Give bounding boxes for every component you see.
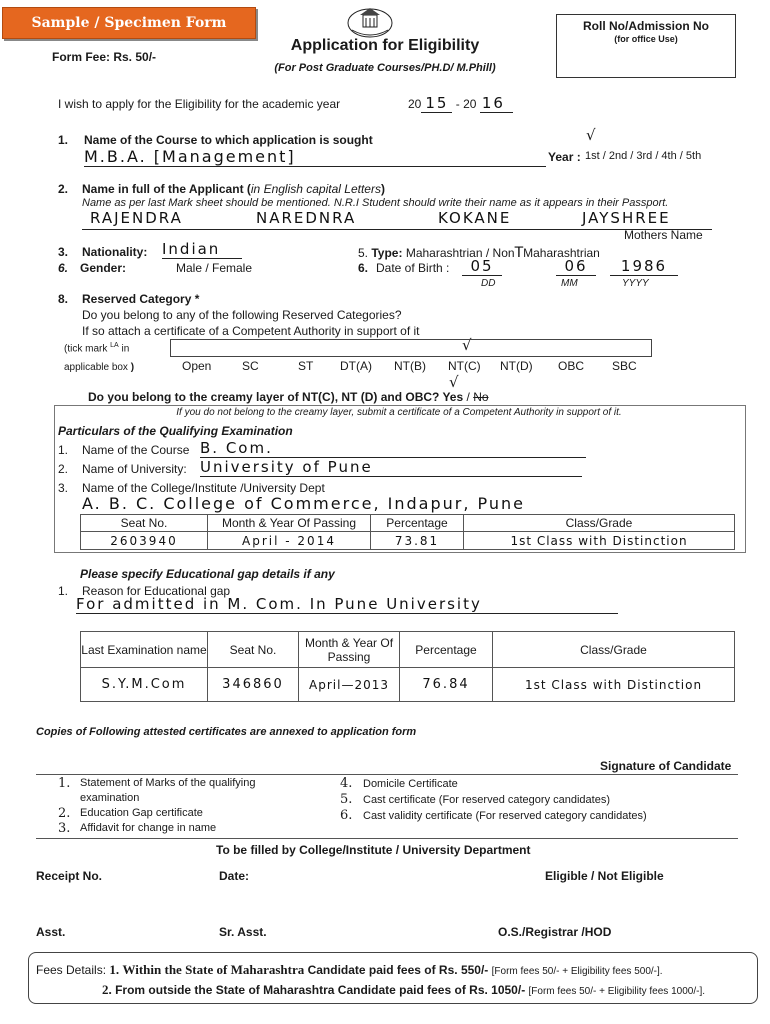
os-label: O.S./Registrar /HOD — [498, 925, 612, 939]
form-fee: Form Fee: Rs. 50/- — [52, 50, 157, 64]
g-header-percentage: Percentage — [400, 632, 493, 668]
attach-item — [58, 791, 255, 806]
reserved-line-1: Do you belong to any of the following Reserved Categories? — [82, 308, 402, 322]
gender-label: Gender: — [80, 261, 127, 275]
fees-l1-serif: Within the State of Maharashtra — [122, 962, 305, 977]
q2-label-italic: in English capital Letters — [250, 182, 381, 196]
category-sc[interactable]: SC — [242, 359, 259, 373]
g-percentage-value: 76.84 — [400, 668, 493, 702]
year-2: 16 — [480, 94, 513, 113]
attach-item — [58, 806, 255, 821]
attach-num: 6. — [340, 808, 353, 823]
attach-item — [58, 821, 255, 836]
fees-l1-bold: Candidate paid fees of Rs. 550/- — [307, 963, 489, 977]
course-applied: M.B.A. [Management] — [84, 147, 546, 167]
page-title: Application for Eligibility — [290, 37, 480, 54]
q2-num: 2. — [58, 182, 69, 196]
category-ntc[interactable]: NT(C) — [448, 359, 481, 373]
q-class-value: 1st Class with Distinction — [464, 532, 735, 550]
yyyy-label: YYYY — [622, 278, 649, 289]
roll-note: (for office Use) — [614, 34, 678, 44]
attach-item — [340, 776, 647, 792]
office-divider — [36, 838, 738, 839]
q-header-seat: Seat No. — [81, 515, 208, 532]
category-dta[interactable]: DT(A) — [340, 359, 372, 373]
type-mark: T — [514, 245, 524, 261]
category-row — [170, 359, 650, 373]
dob-mm: 06 — [556, 257, 596, 276]
type-num: 5. — [358, 246, 369, 260]
gap-table — [80, 631, 735, 702]
category-ntb[interactable]: NT(B) — [394, 359, 426, 373]
tick-note-4: ) — [130, 362, 135, 373]
dd-label: DD — [481, 278, 496, 289]
g-header-seat: Seat No. — [208, 632, 299, 668]
creamy-tick: √ — [449, 373, 459, 391]
year-label: Year : — [548, 150, 581, 164]
creamy-note: If you do not belong to the creamy layer, submit a certificate of a Competent Authority in support of it. — [176, 407, 622, 418]
q-seat-value: 2603940 — [81, 532, 208, 550]
q-month-value: April - 2014 — [208, 532, 371, 550]
attach-num: 5. — [340, 792, 353, 807]
roll-box — [556, 14, 736, 78]
q-percentage-value: 73.81 — [371, 532, 464, 550]
academic-year — [408, 94, 513, 112]
q-college-num: 3. — [58, 481, 69, 495]
category-boxes — [170, 339, 652, 357]
g-header-exam: Last Examination name — [81, 632, 208, 668]
asst-label: Asst. — [36, 925, 66, 939]
q-course-value: B. Com. — [200, 439, 586, 458]
attach-num: 3. — [58, 821, 71, 836]
attach-text: examination — [80, 792, 140, 804]
year-options: 1st / 2nd / 3rd / 4th / 5th — [585, 150, 702, 162]
attach-text: Domicile Certificate — [363, 778, 458, 790]
gap-heading: Please specify Educational gap details if any — [80, 567, 335, 581]
attach-item — [340, 808, 647, 824]
attach-heading: Copies of Following attested certificates are annexed to application form — [36, 726, 417, 738]
category-ntd[interactable]: NT(D) — [500, 359, 533, 373]
page-subtitle: (For Post Graduate Courses/PH.D/ M.Phill) — [274, 62, 496, 74]
office-heading: To be filled by College/Institute / University Department — [216, 843, 531, 857]
reserved-tick: √ — [462, 336, 472, 354]
attach-num: 1. — [58, 776, 71, 791]
attach-text: Statement of Marks of the qualifying — [80, 777, 256, 789]
applicant-name-row — [82, 209, 712, 230]
fees-label: Fees Details: — [36, 963, 107, 977]
q-univ-num: 2. — [58, 462, 69, 476]
fees-l1-small: [Form fees 50/- + Eligibility fees 500/-]. — [491, 966, 663, 977]
signature-line — [36, 774, 738, 775]
creamy-layer-question — [88, 390, 489, 404]
fees-l2-bold: From outside the State of Maharashtra Candidate paid fees of Rs. 1050/- — [115, 983, 526, 997]
fees-l1-num: 1. — [109, 962, 120, 977]
sample-badge — [2, 7, 256, 39]
category-obc[interactable]: OBC — [558, 359, 585, 373]
attach-right-list — [340, 776, 647, 824]
q-univ-label: Name of University: — [82, 462, 187, 476]
attach-text: Affidavit for change in name — [80, 822, 217, 834]
gap-reason: For admitted in M. Com. In Pune University — [76, 595, 618, 614]
g-header-month: Month & Year Of Passing — [299, 632, 400, 668]
g-seat-value: 346860 — [208, 668, 299, 702]
q2-label-text: Name in full of the Applicant ( — [82, 182, 251, 196]
q1-num: 1. — [58, 133, 69, 147]
q6-num: 6. — [58, 261, 69, 275]
type-value: Maharashtrian / Non — [405, 246, 515, 260]
creamy-question-text: Do you belong to the creamy layer of NT(C), NT (D) and OBC? Yes — [88, 390, 464, 404]
g-header-class: Class/Grade — [493, 632, 735, 668]
attach-num: 4. — [340, 776, 353, 791]
tick-note — [64, 342, 129, 354]
dob-label: Date of Birth : — [376, 261, 450, 275]
q-college-label: Name of the College/Institute /University Dept — [82, 481, 325, 495]
q2-note: Name as per last Mark sheet should be mentioned. N.R.I Student should write their name as it appears in their Passport. — [82, 197, 669, 209]
reserved-label: Reserved Category * — [82, 292, 200, 306]
attach-num: 2. — [58, 806, 71, 821]
q-course-label: Name of the Course — [82, 443, 190, 457]
category-sbc[interactable]: SBC — [612, 359, 637, 373]
tick-note-1: (tick mark — [64, 343, 108, 355]
q-header-class: Class/Grade — [464, 515, 735, 532]
nationality-label: Nationality: — [82, 245, 148, 259]
middle-name: NAREDNRA — [256, 209, 357, 227]
creamy-no: No — [473, 390, 489, 404]
first-name: RAJENDRA — [90, 209, 183, 227]
q3-num: 3. — [58, 245, 69, 259]
academic-year-text: I wish to apply for the Eligibility for the academic year — [58, 97, 341, 111]
attach-text: Cast certificate (For reserved category candidates) — [363, 794, 610, 806]
g-class-value: 1st Class with Distinction — [493, 668, 735, 702]
q2-label-end: ) — [380, 182, 385, 196]
gender-options: Male / Female — [176, 261, 253, 275]
sr-asst-label: Sr. Asst. — [219, 925, 267, 939]
dob-dd: 05 — [462, 257, 502, 276]
fees-line-2 — [102, 982, 705, 998]
q1-label: Name of the Course to which application is sought — [84, 133, 373, 147]
fees-l2-num: 2. — [102, 982, 112, 997]
surname: KOKANE — [438, 209, 512, 227]
fees-l2-small: [Form fees 50/- + Eligibility fees 1000/-]. — [528, 986, 705, 997]
q-college-value: A. B. C. College of Commerce, Indapur, Pune — [82, 494, 525, 513]
dob-num: 6. — [358, 261, 369, 275]
g-month-value: April—2013 — [299, 668, 400, 702]
attach-text: Cast validity certificate (For reserved category candidates) — [363, 810, 647, 822]
year-prefix-1: 20 — [408, 97, 422, 111]
mothers-name-value: JAYSHREE — [582, 209, 671, 227]
signature-label: Signature of Candidate — [600, 759, 732, 773]
q-header-month: Month & Year Of Passing — [208, 515, 371, 532]
date-label: Date: — [219, 869, 250, 883]
attach-item — [340, 792, 647, 808]
tick-note-mark: LA — [110, 342, 119, 349]
year-sep: - 20 — [455, 97, 477, 111]
roll-label: Roll No/Admission No — [583, 19, 709, 33]
mm-label: MM — [561, 278, 578, 289]
receipt-label: Receipt No. — [36, 869, 103, 883]
year-1: 15 — [421, 94, 452, 113]
q-univ-value: University of Pune — [200, 458, 582, 477]
tick-note-3: applicable box — [64, 362, 128, 373]
mothers-name-label: Mothers Name — [624, 228, 703, 242]
category-st[interactable]: ST — [298, 359, 314, 373]
eligibility-label: Eligible / Not Eligible — [545, 869, 664, 883]
category-open[interactable]: Open — [182, 359, 212, 373]
attach-left-list — [58, 776, 255, 836]
q8-num: 8. — [58, 292, 69, 306]
type-label: Type: — [371, 246, 403, 260]
attach-text: Education Gap certificate — [80, 807, 203, 819]
gap-num: 1. — [58, 584, 69, 598]
nationality-value: Indian — [162, 240, 242, 259]
qualifying-table — [80, 514, 735, 550]
q-header-percentage: Percentage — [371, 515, 464, 532]
g-exam-value: S.Y.M.Com — [81, 668, 208, 702]
attach-item — [58, 776, 255, 791]
q1-tick: √ — [586, 126, 596, 144]
tick-note-line2 — [64, 362, 134, 373]
dob-yyyy: 1986 — [610, 257, 678, 276]
fees-line-1 — [36, 962, 663, 978]
creamy-sep: / — [466, 390, 470, 404]
sample-badge-text: Sample / Specimen Form — [31, 15, 227, 31]
tick-note-2: in — [121, 343, 130, 355]
q-course-num: 1. — [58, 443, 69, 457]
type-end: Maharashtrian — [523, 246, 600, 260]
qualifying-heading: Particulars of the Qualifying Examination — [58, 424, 293, 438]
q2-label — [82, 182, 385, 196]
university-emblem-icon — [346, 6, 394, 38]
reserved-line-2: If so attach a certificate of a Competent Authority in support of it — [82, 324, 420, 338]
gap-label: Reason for Educational gap — [82, 584, 231, 598]
